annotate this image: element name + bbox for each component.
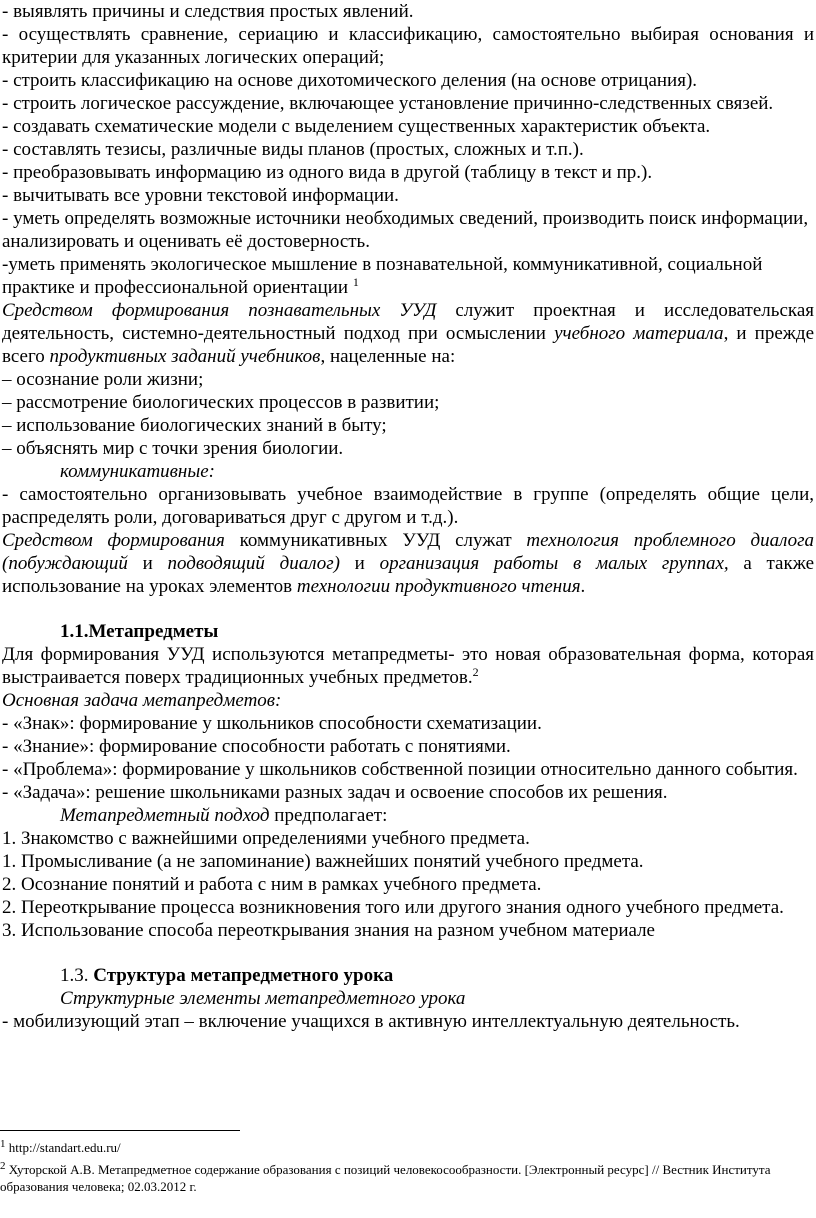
heading-number: 1.3. — [60, 965, 94, 986]
list-item: - «Проблема»: формирование у школьников собственной позиции относительно данного события. — [2, 759, 798, 780]
list-item: – использование биологических знаний в быту; — [2, 415, 387, 436]
paragraph — [2, 643, 814, 689]
list-item: - самостоятельно организовывать учебное взаимодействие в группе (определять общие цели, распределять роли, договариваться друг с другом и т.д.). — [2, 484, 814, 528]
list-item: - создавать схематические модели с выделением существенных характеристик объекта. — [2, 116, 711, 137]
paragraph-text: -уметь применять экологическое мышление в познавательной, коммуникативной, социальной практике и профессиональной ориентации — [2, 254, 763, 298]
list-item: - «Задача»: решение школьниками разных задач и освоение способов их решения. — [2, 782, 668, 803]
numbered-item: 1. Промысливание (а не запоминание) важнейших понятий учебного предмета. — [2, 851, 644, 872]
list-item: - осуществлять сравнение, сериацию и классификацию, самостоятельно выбирая основания и критерии для указанных логических операций; — [2, 24, 814, 68]
subsection-label — [2, 460, 814, 483]
list-item — [2, 253, 814, 299]
list-item: - строить логическое рассуждение, включающее установление причинно-следственных связей. — [2, 93, 774, 114]
list-item: - выявлять причины и следствия простых явлений. — [2, 1, 414, 22]
footnote-text: Хуторской А.В. Метапредметное содержание образования с позиций человекосообразности. [Электронный ресурс] // Вестник Института образования человека; 02.03.2012 г. — [0, 1162, 771, 1194]
paragraph — [2, 689, 814, 712]
heading-title: Структура метапредметного урока — [93, 965, 394, 986]
footnote-ref[interactable]: 1 — [352, 275, 359, 289]
footnote-link[interactable]: http://standart.edu.ru/ — [5, 1140, 121, 1155]
paragraph-text: служит проектная и исследовательская деятельность, системно-деятельностный подход при осмыслении — [2, 300, 814, 344]
emphasis: подводящий диалог) — [167, 553, 340, 574]
subsection-label — [2, 987, 814, 1010]
footnote-2 — [0, 1161, 816, 1195]
numbered-item: 2. Осознание понятий и работа с ним в рамках учебного предмета. — [2, 874, 542, 895]
paragraph-text: предполагает: — [269, 805, 388, 826]
paragraph-text: , и прежде всего — [2, 323, 815, 367]
emphasis: продуктивных заданий учебников — [49, 346, 321, 367]
paragraph-text: а также использование на уроках элементов — [2, 553, 815, 597]
list-item: - строить классификацию на основе дихотомического деления (на основе отрицания). — [2, 70, 698, 91]
paragraph-text: и — [339, 553, 380, 574]
section-heading: 1.1.Метапредметы — [60, 621, 219, 642]
footnote-number: 2 — [0, 1160, 6, 1172]
emphasis: коммуникативные: — [60, 461, 215, 482]
document-body — [2, 0, 814, 1033]
paragraph-text: , нацеленные на: — [320, 346, 456, 367]
list-item: - вычитывать все уровни текстовой информации. — [2, 185, 399, 206]
footnote-separator — [0, 1130, 240, 1131]
list-item: - уметь определять возможные источники необходимых сведений, производить поиск информации, анализировать и оценивать её достоверность. — [2, 208, 809, 252]
list-item: - мобилизующий этап – включение учащихся в активную интеллектуальную деятельность. — [2, 1011, 740, 1032]
paragraph-text: . — [580, 576, 586, 597]
list-item: - «Знак»: формирование у школьников способности схематизации. — [2, 713, 542, 734]
footnote-number: 1 — [0, 1138, 6, 1150]
emphasis: Основная задача метапредметов: — [2, 690, 282, 711]
paragraph — [2, 804, 814, 827]
numbered-item: 3. Использование способа переоткрывания знания на разном учебном материале — [2, 920, 655, 941]
emphasis: технологии продуктивного чтения — [296, 576, 581, 597]
list-item: - «Знание»: формирование способности работать с понятиями. — [2, 736, 511, 757]
emphasis: Средством формирования — [2, 530, 225, 551]
emphasis: организация работы в малых группах, — [379, 553, 729, 574]
footnote-ref[interactable]: 2 — [472, 665, 479, 679]
paragraph-text: коммуникативных УУД служат — [224, 530, 527, 551]
numbered-item: 2. Переоткрывание процесса возникновения того или другого знания одного учебного предмета. — [2, 897, 784, 918]
emphasis: Средством формирования познавательных УУД — [2, 300, 437, 321]
paragraph — [2, 529, 814, 598]
list-item: – объяснять мир с точки зрения биологии. — [2, 438, 344, 459]
paragraph — [2, 299, 814, 368]
section-heading — [2, 964, 814, 987]
list-item: – рассмотрение биологических процессов в развитии; — [2, 392, 440, 413]
emphasis: технология проблемного диалога (побуждающий — [2, 530, 815, 574]
emphasis: учебного материала — [554, 323, 724, 344]
list-item: - преобразовывать информацию из одного вида в другой (таблицу в текст и пр.). — [2, 162, 653, 183]
list-item: – осознание роли жизни; — [2, 369, 204, 390]
emphasis: Структурные элементы метапредметного урока — [60, 988, 466, 1009]
paragraph-text: Для формирования УУД используются метапредметы- это новая образовательная форма, которая выстраивается поверх традиционных учебных предметов. — [2, 644, 814, 688]
paragraph-text: и — [127, 553, 168, 574]
emphasis: Метапредметный подход — [60, 805, 270, 826]
list-item: - составлять тезисы, различные виды планов (простых, сложных и т.п.). — [2, 139, 584, 160]
numbered-item: 1. Знакомство с важнейшими определениями учебного предмета. — [2, 828, 530, 849]
footnote-1 — [0, 1139, 816, 1156]
